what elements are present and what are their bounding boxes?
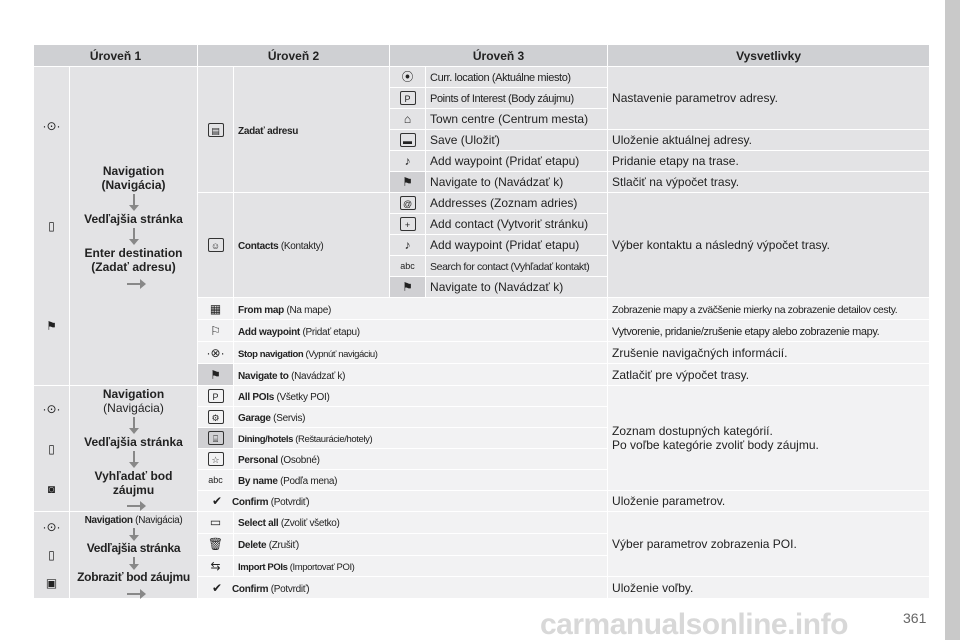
level1-icons-3	[34, 512, 70, 599]
level1-title: Navigation	[84, 515, 133, 526]
navigate-icon: ⚑	[390, 277, 426, 298]
level1-navigation-3	[70, 512, 198, 599]
level3-navigate-to: Navigate to (Navádzať k)	[426, 172, 608, 193]
contacts-icon: ☺	[198, 193, 234, 298]
garage-icon: ⚙	[198, 407, 234, 428]
abc-icon: abc	[198, 470, 234, 491]
poi-search-icon: ◙	[47, 481, 56, 496]
level3-town-centre: Town centre (Centrum mesta)	[426, 109, 608, 130]
desc-compute-route: Stlačiť na výpočet trasy.	[608, 172, 930, 193]
select-all-icon: ▭	[198, 512, 234, 534]
level2-enter-address: Zadať adresu	[234, 67, 390, 193]
level1-enter-destination: Enter destination	[84, 246, 183, 260]
level3-add-contact: Add contact (Vytvoriť stránku)	[426, 214, 608, 235]
destination-flag-icon: ⚑	[46, 319, 57, 333]
arrow-right-icon	[127, 593, 141, 595]
search-contact-icon: abc	[390, 256, 426, 277]
level1-title: Navigation	[102, 164, 165, 178]
level2-by-name: By name (Podľa mena)	[234, 470, 608, 491]
add-contact-icon: +	[390, 214, 426, 235]
level3-add-waypoint: Add waypoint (Pridať etapu)	[426, 151, 608, 172]
star-icon: ☆	[198, 449, 234, 470]
navigate-icon: ⚑	[198, 364, 234, 386]
level1-search-poi: Vyhľadať bod	[94, 468, 173, 483]
desc-save-choice: Uloženie voľby.	[608, 577, 930, 599]
table-row	[34, 512, 930, 534]
town-icon: ⌂	[390, 109, 426, 130]
level3-save: Save (Uložiť)	[426, 130, 608, 151]
header-level3: Úroveň 3	[390, 45, 608, 67]
level3-current-location: Curr. location (Aktuálne miesto)	[426, 67, 608, 88]
page-edge-bar	[945, 0, 960, 640]
level3-search-contact: Search for contact (Vyhľadať kontakt)	[426, 256, 608, 277]
level2-add-waypoint: Add waypoint (Pridať etapu)	[234, 320, 608, 342]
navigation-icon: ·⊙·	[42, 401, 61, 416]
arrow-down-icon	[133, 451, 135, 463]
desc-save-params: Uloženie parametrov.	[608, 491, 930, 512]
level2-select-all: Select all (Zvoliť všetko)	[234, 512, 608, 534]
level3-navigate-to: Navigate to (Navádzať k)	[426, 277, 608, 298]
level1-enter-address: (Zadať adresu)	[91, 260, 176, 274]
header-level2: Úroveň 2	[198, 45, 390, 67]
desc-from-map: Zobrazenie mapy a zväčšenie mierky na zobrazenie detailov cesty.	[608, 298, 930, 320]
level2-stop-navigation: Stop navigation (Vypnúť navigáciu)	[234, 342, 608, 364]
desc-poi-display: Výber parametrov zobrazenia POI.	[608, 512, 930, 577]
desc-save-address: Uloženie aktuálnej adresy.	[608, 130, 930, 151]
import-icon: ⇆	[198, 555, 234, 577]
dining-icon: ⌸	[198, 428, 234, 449]
desc-stop-navigation: Zrušenie navigačných informácií.	[608, 342, 930, 364]
level3-addresses: Addresses (Zoznam adries)	[426, 193, 608, 214]
secondary-page-icon: ▯	[48, 219, 55, 233]
map-icon: ▦	[198, 298, 234, 320]
level1-subtitle: (Navigácia)	[132, 515, 183, 526]
check-icon: ✔	[211, 494, 223, 508]
secondary-page-icon: ▯	[48, 441, 55, 456]
level2-confirm: ✔ Confirm (Potvrdiť)	[198, 577, 608, 599]
table-row	[34, 67, 930, 88]
arrow-right-icon	[127, 283, 141, 285]
desc-contact-route: Výber kontaktu a následný výpočet trasy.	[608, 193, 930, 298]
level2-contacts: Contacts (Kontakty)	[234, 193, 390, 298]
table-row	[34, 386, 930, 407]
delete-icon: 🗑	[198, 533, 234, 555]
level1-secondary-page: Vedľajšia stránka	[84, 434, 183, 449]
level1-icons-1	[34, 67, 70, 386]
level2-confirm: ✔ Confirm (Potvrdiť)	[198, 491, 608, 512]
desc-navigate-to: Zatlačiť pre výpočet trasy.	[608, 364, 930, 386]
menu-table	[33, 44, 930, 599]
level2-import-pois: Import POIs (Importovať POI)	[234, 555, 608, 577]
desc-address-params: Nastavenie parametrov adresy.	[608, 67, 930, 130]
level2-from-map: From map (Na mape)	[234, 298, 608, 320]
header-explanations: Vysvetlivky	[608, 45, 930, 67]
arrow-down-icon	[133, 194, 135, 206]
level2-dining-hotels: Dining/hotels (Reštaurácie/hotely)	[234, 428, 608, 449]
desc-add-waypoint: Pridanie etapy na trase.	[608, 151, 930, 172]
secondary-page-icon: ▯	[48, 548, 55, 562]
waypoint-icon: ♪	[390, 235, 426, 256]
watermark: carmanualsonline.info	[540, 608, 848, 641]
level1-subtitle: (Navigácia)	[101, 178, 166, 192]
level2-garage: Garage (Servis)	[234, 407, 608, 428]
table-header-row	[34, 45, 930, 67]
level1-navigation-2	[70, 386, 198, 512]
level1-subtitle: (Navigácia)	[103, 400, 164, 415]
navigate-icon: ⚑	[390, 172, 426, 193]
arrow-down-icon	[133, 417, 135, 429]
arrow-down-icon	[133, 528, 135, 536]
location-icon: ⦿	[390, 67, 426, 88]
level2-all-pois: All POIs (Všetky POI)	[234, 386, 608, 407]
save-icon: ▬	[390, 130, 426, 151]
level1-secondary-page: Vedľajšia stránka	[84, 212, 183, 226]
level1-icons-2	[34, 386, 70, 512]
stop-nav-icon: ·⊗·	[198, 342, 234, 364]
level2-navigate-to: Navigate to (Navádzať k)	[234, 364, 608, 386]
address-icon: ▤	[198, 67, 234, 193]
waypoint-icon: ♪	[390, 151, 426, 172]
level1-navigation-1	[70, 67, 198, 386]
header-level1: Úroveň 1	[34, 45, 198, 67]
desc-waypoint-edit: Vytvorenie, pridanie/zrušenie etapy alebo zobrazenie mapy.	[608, 320, 930, 342]
level2-personal: Personal (Osobné)	[234, 449, 608, 470]
arrow-down-icon	[133, 228, 135, 240]
addresses-icon: @	[390, 193, 426, 214]
navigation-icon: ·⊙·	[42, 119, 61, 133]
level1-search-poi-2: záujmu	[112, 482, 155, 497]
level3-add-waypoint: Add waypoint (Pridať etapu)	[426, 235, 608, 256]
arrow-right-icon	[127, 505, 141, 507]
level1-secondary-page: Vedľajšia stránka	[86, 541, 181, 555]
level2-delete: Delete (Zrušiť)	[234, 533, 608, 555]
navigation-icon: ·⊙·	[42, 520, 61, 534]
poi-display-icon: ▣	[45, 576, 58, 590]
flag-icon: ⚐	[198, 320, 234, 342]
check-icon: ✔	[211, 580, 223, 595]
page-number: 361	[903, 610, 927, 626]
poi-icon: P	[198, 386, 234, 407]
level3-points-of-interest: Points of Interest (Body záujmu)	[426, 88, 608, 109]
level1-display-poi: Zobraziť bod záujmu	[77, 570, 190, 584]
arrow-down-icon	[133, 557, 135, 565]
desc-poi-categories: Zoznam dostupných kategórií. Po voľbe kategórie zvoliť body záujmu.	[608, 386, 930, 491]
poi-icon: P	[390, 88, 426, 109]
level1-title: Navigation	[102, 386, 165, 401]
